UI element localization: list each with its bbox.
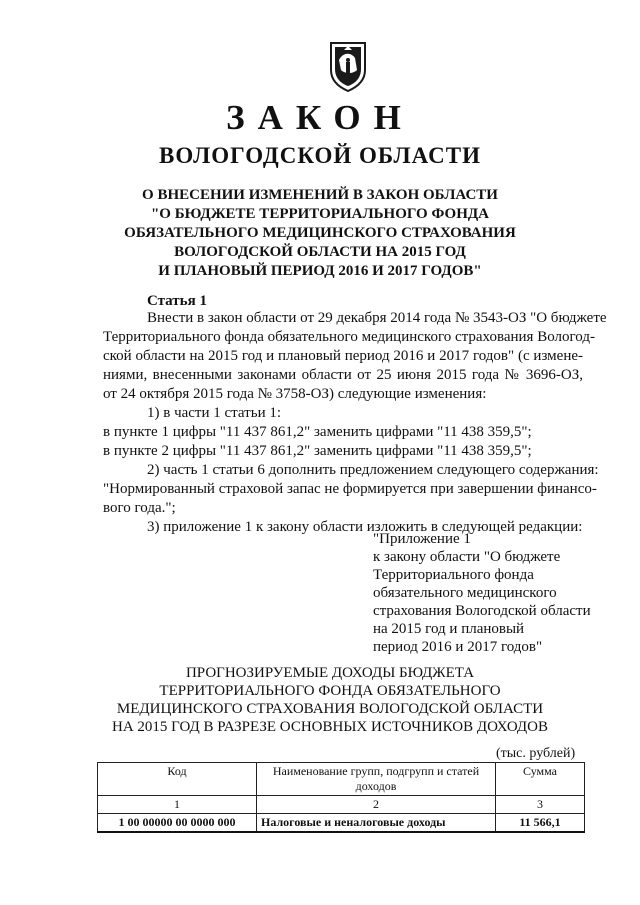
row-code: 1 00 00000 00 0000 000 (98, 814, 257, 833)
article-line: Внести в закон области от 29 декабря 2014 года № 3543-ОЗ "О бюджете (147, 310, 607, 326)
article-line: в пункте 2 цифры "11 437 861,2" заменить цифрами "11 438 359,5"; (103, 443, 532, 459)
subject-line: ВОЛОГОДСКОЙ ОБЛАСТИ НА 2015 ГОД (174, 244, 466, 260)
article-line: "Нормированный страховой запас не формируется при завершении финансо- (103, 481, 597, 497)
article-body (103, 309, 607, 537)
appendix-line: "Приложение 1 (373, 531, 471, 547)
article-line: 1) в части 1 статьи 1: (147, 405, 282, 421)
article-line: 3) приложение 1 к закону области изложить в следующей редакции: (147, 519, 583, 535)
subject-line: ОБЯЗАТЕЛЬНОГО МЕДИЦИНСКОГО СТРАХОВАНИЯ (124, 225, 516, 241)
article-line: ниями, внесенными законами области от 25 июня 2015 года № 3696-ОЗ, (103, 367, 583, 383)
appendix-reference (373, 530, 603, 656)
article-line: в пункте 1 цифры "11 437 861,2" заменить цифрами "11 438 359,5"; (103, 424, 532, 440)
region-title: ВОЛОГОДСКОЙ ОБЛАСТИ (159, 143, 481, 168)
numbering-cell: 1 (98, 796, 257, 814)
appendix-line: период 2016 и 2017 годов" (373, 639, 543, 655)
appendix-line: к закону области "О бюджете (373, 549, 561, 565)
article-line: 2) часть 1 статьи 6 дополнить предложением следующего содержания: (147, 462, 599, 478)
revenue-table (97, 762, 585, 833)
row-name: Налоговые и неналоговые доходы (257, 814, 496, 833)
law-title: ЗАКОН (226, 98, 414, 137)
appendix-line: Территориального фонда (373, 567, 534, 583)
subject-line: И ПЛАНОВЫЙ ПЕРИОД 2016 И 2017 ГОДОВ" (158, 263, 482, 279)
article-line: Территориального фонда обязательного медицинского страхования Вологод- (103, 329, 595, 345)
numbering-cell: 3 (496, 796, 585, 814)
appendix-line: обязательного медицинского (373, 585, 557, 601)
header-sum: Сумма (496, 763, 585, 796)
subject-line: "О БЮДЖЕТЕ ТЕРРИТОРИАЛЬНОГО ФОНДА (150, 206, 490, 222)
header-name: Наименование групп, подгрупп и статей доходов (257, 763, 496, 796)
article-heading: Статья 1 (147, 293, 207, 309)
subject-line: О ВНЕСЕНИИ ИЗМЕНЕНИЙ В ЗАКОН ОБЛАСТИ (142, 187, 498, 203)
revenue-title (80, 664, 580, 736)
table-numbering-row (98, 796, 585, 814)
revenue-title-line: МЕДИЦИНСКОГО СТРАХОВАНИЯ ВОЛОГОДСКОЙ ОБЛАСТИ (116, 701, 544, 717)
revenue-title-line: ТЕРРИТОРИАЛЬНОГО ФОНДА ОБЯЗАТЕЛЬНОГО (159, 683, 501, 699)
numbering-cell: 2 (257, 796, 496, 814)
appendix-line: страхования Вологодской области (373, 603, 591, 619)
appendix-line: на 2015 год и плановый (373, 621, 525, 637)
table-header-row (98, 763, 585, 796)
row-sum: 11 566,1 (496, 814, 585, 833)
article-line: ской области на 2015 год и плановый период 2016 и 2017 годов" (с измене- (103, 348, 583, 364)
header-code: Код (98, 763, 257, 796)
units-label: (тыс. рублей) (496, 746, 576, 761)
article-line: от 24 октября 2015 года № 3758-ОЗ) следующие изменения: (103, 386, 487, 402)
coat-of-arms-icon (327, 40, 369, 92)
revenue-title-line: НА 2015 ГОД В РАЗРЕЗЕ ОСНОВНЫХ ИСТОЧНИКОВ ДОХОДОВ (112, 719, 548, 735)
revenue-title-line: ПРОГНОЗИРУЕМЫЕ ДОХОДЫ БЮДЖЕТА (185, 665, 475, 681)
table-row (98, 814, 585, 833)
law-subject (90, 186, 550, 281)
article-line: вого года."; (103, 500, 176, 516)
